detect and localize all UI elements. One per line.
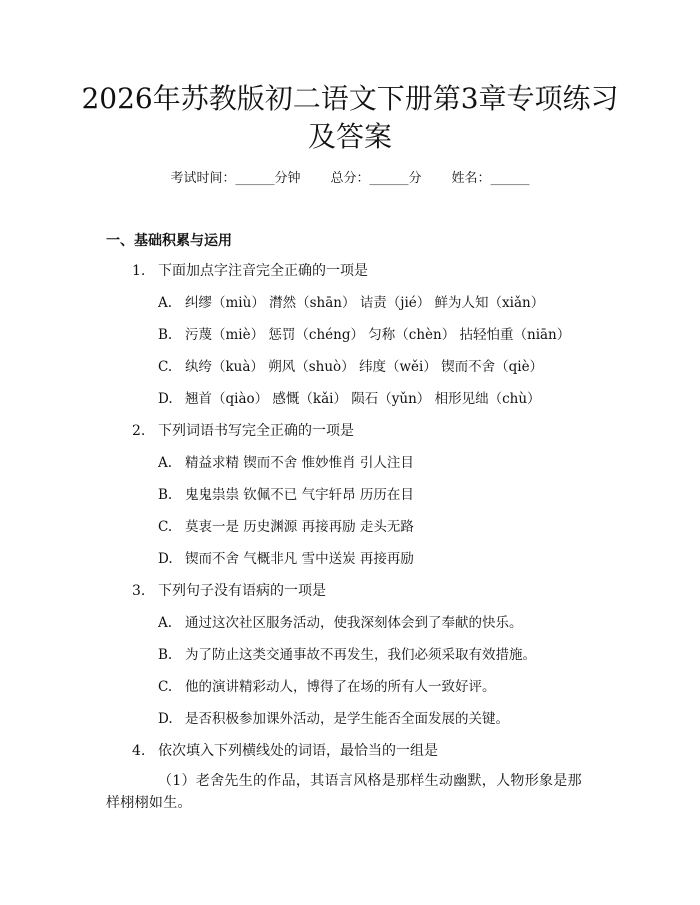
name-field: 姓名：______: [451, 171, 530, 186]
option-1d: [158, 390, 541, 408]
option-label: D.: [158, 391, 173, 407]
option-text: 锲而不舍 气概非凡 雪中送炭 再接再励: [185, 551, 414, 567]
option-text: 通过这次社区服务活动，使我深刻体会到了奉献的快乐。: [185, 615, 523, 631]
option-3d: [158, 710, 509, 728]
option-label: A.: [158, 615, 173, 631]
option-1a: [158, 294, 544, 312]
option-text: 莫衷一是 历史渊源 再接再励 走头无路: [185, 519, 414, 535]
question-text: 下列词语书写完全正确的一项是: [158, 423, 354, 439]
option-text: 纨绔（kuà） 朔风（shuò） 纬度（wěi） 锲而不舍（qiè）: [185, 359, 544, 375]
option-label: B.: [158, 487, 173, 503]
question-number: 3.: [132, 583, 146, 599]
page-title: 2026年苏教版初二语文下册第3章专项练习及答案: [81, 82, 619, 153]
option-3b: [158, 646, 536, 664]
option-3c: [158, 678, 496, 696]
option-2d: [158, 550, 414, 568]
question-1: [132, 262, 368, 280]
question-text: 下列句子没有语病的一项是: [158, 583, 326, 599]
question-4-passage: （1）老舍先生的作品，其语言风格是那样生动幽默，人物形象是那样栩栩如生。: [106, 773, 582, 811]
option-1b: [158, 326, 570, 344]
option-label: D.: [158, 711, 173, 727]
option-2a: [158, 454, 414, 472]
option-text: 是否积极参加课外活动，是学生能否全面发展的关键。: [185, 711, 509, 727]
question-number: 2.: [132, 423, 146, 439]
option-3a: [158, 614, 523, 632]
question-text: 下面加点字注音完全正确的一项是: [158, 263, 368, 279]
option-text: 污蔑（miè） 惩罚（chéng） 匀称（chèn） 拈轻怕重（niān）: [185, 327, 571, 343]
question-2: [132, 422, 354, 440]
option-label: B.: [158, 327, 173, 343]
option-label: B.: [158, 647, 173, 663]
section-heading: 一、基础积累与运用: [106, 233, 232, 249]
option-label: C.: [158, 679, 173, 695]
option-text: 鬼鬼祟祟 钦佩不已 气宇轩昂 历历在目: [185, 487, 414, 503]
option-text: 精益求精 锲而不舍 惟妙惟肖 引人注目: [185, 455, 414, 471]
exam-meta: [0, 170, 700, 188]
option-label: C.: [158, 519, 173, 535]
question-number: 4.: [132, 743, 146, 759]
option-label: D.: [158, 551, 173, 567]
question-3: [132, 582, 326, 600]
option-2c: [158, 518, 414, 536]
option-text: 为了防止这类交通事故不再发生，我们必须采取有效措施。: [185, 647, 536, 663]
option-text: 翘首（qiào） 感慨（kǎi） 陨石（yǔn） 相形见绌（chù）: [185, 391, 541, 407]
option-2b: [158, 486, 414, 504]
question-4: [132, 742, 438, 760]
option-text: 纠缪（miù） 潸然（shān） 诘责（jié） 鲜为人知（xiǎn）: [185, 295, 545, 311]
option-label: A.: [158, 295, 173, 311]
option-text: 他的演讲精彩动人，博得了在场的所有人一致好评。: [185, 679, 496, 695]
option-1c: [158, 358, 543, 376]
exam-time-field: 考试时间：______分钟: [170, 171, 301, 186]
question-number: 1.: [132, 263, 146, 279]
total-score-field: 总分：______分: [330, 171, 422, 186]
question-text: 依次填入下列横线处的词语，最恰当的一组是: [158, 743, 438, 759]
option-label: C.: [158, 359, 173, 375]
option-label: A.: [158, 455, 173, 471]
